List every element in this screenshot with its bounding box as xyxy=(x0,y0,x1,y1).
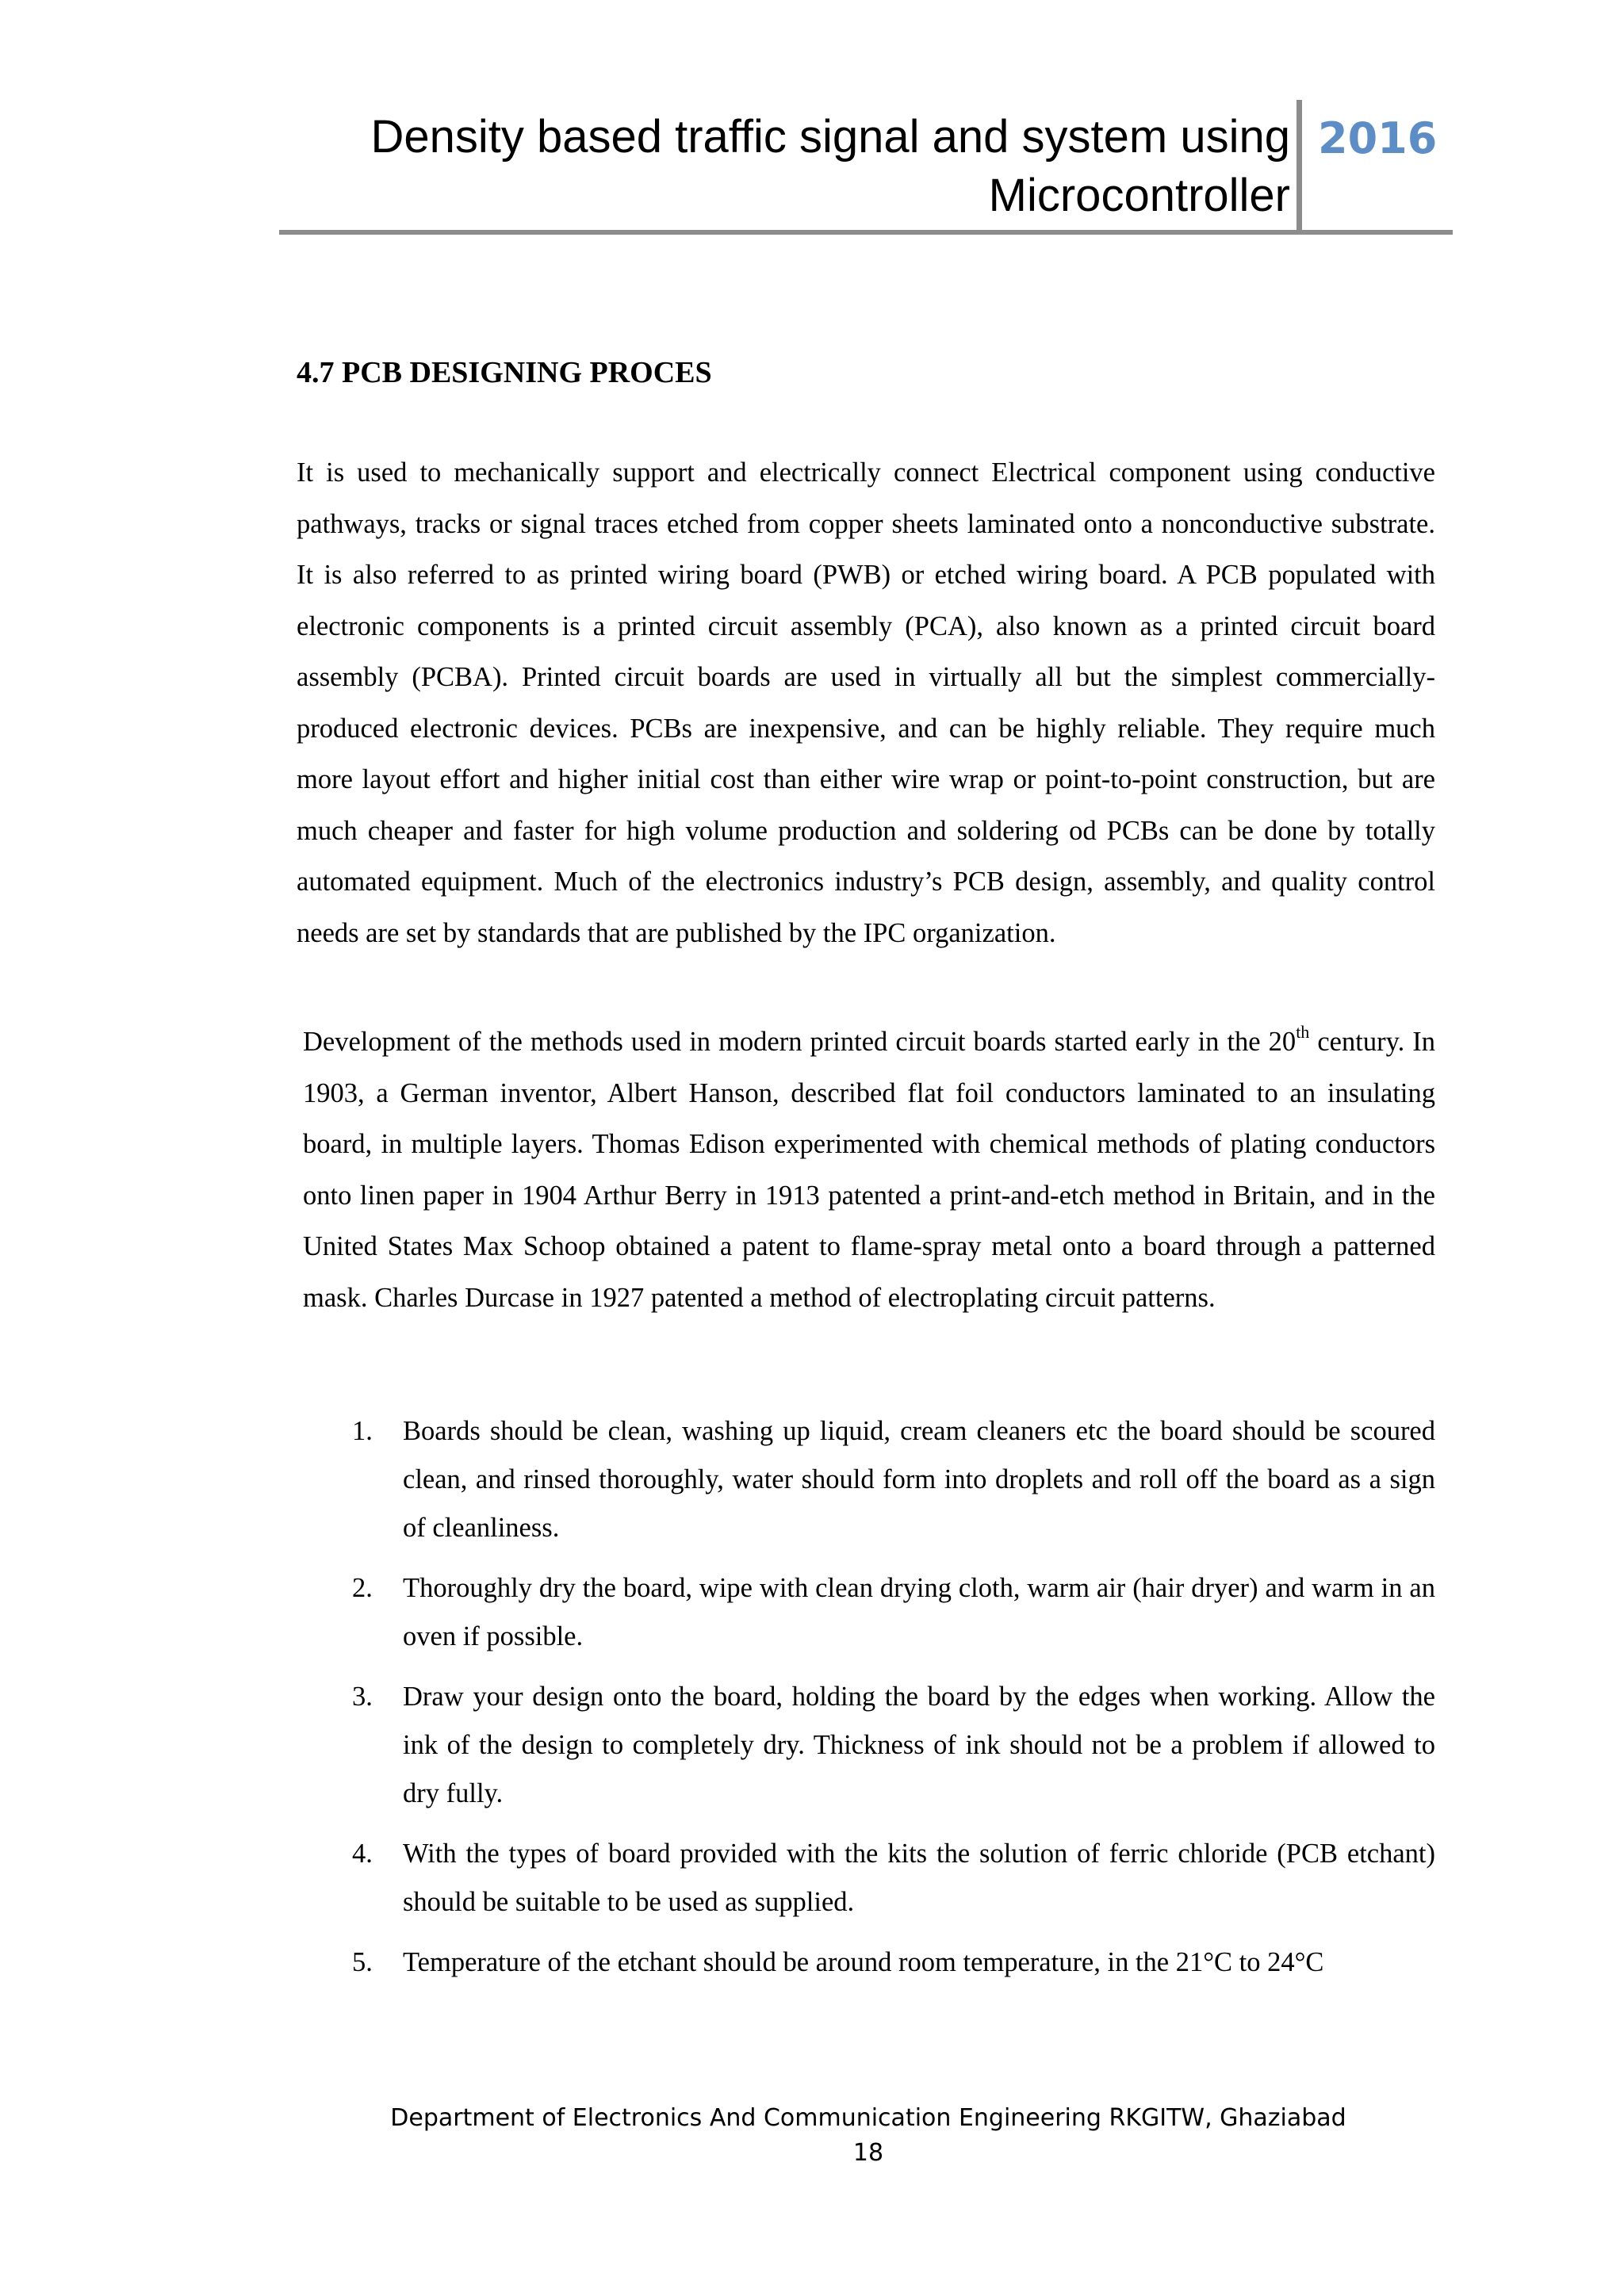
document-year: 2016 xyxy=(1318,113,1438,163)
procedure-steps-list xyxy=(297,1407,1435,1987)
step-number: 2. xyxy=(352,1573,373,1603)
document-title: Density based traffic signal and system using Microcontroller xyxy=(370,111,1290,221)
paragraph-history-start: Development of the methods used in modern printed circuit boards started early in the 20 xyxy=(303,1027,1297,1057)
paragraph-pcb-history xyxy=(297,1016,1435,1323)
page-footer xyxy=(0,2101,1624,2171)
step-text: Thoroughly dry the board, wipe with clean drying cloth, warm air (hair dryer) and warm in an oven if possible. xyxy=(403,1573,1435,1651)
page-number: 18 xyxy=(852,2139,884,2167)
header-horizontal-rule xyxy=(279,230,1453,235)
step-text: Boards should be clean, washing up liquid, cream cleaners etc the board should be scoured clean, and rinsed thoroughly, water should form into droplets and roll off the board as a sign of cleanliness. xyxy=(403,1416,1435,1543)
page-header xyxy=(279,100,1453,235)
ordinal-superscript: th xyxy=(1296,1022,1310,1042)
footer-department: Department of Electronics And Communication Engineering RKGITW, Ghaziabad xyxy=(390,2104,1346,2132)
paragraph-pcb-definition: It is used to mechanically support and electrically connect Electrical component using conductive pathways, tracks or signal traces etched from copper sheets laminated onto a nonconductive substrate. It is also referred to as printed wiring board (PWB) or etched wiring board. A PCB populated with electronic components is a printed circuit assembly (PCA), also known as a printed circuit board assembly (PCBA). Printed circuit boards are used in virtually all but the simplest commercially-produced electronic devices. PCBs are inexpensive, and can be highly reliable. They require much more layout effort and higher initial cost than either wire wrap or point-to-point construction, but are much cheaper and faster for high volume production and soldering od PCBs can be done by totally automated equipment. Much of the electronics industry’s PCB design, assembly, and quality control needs are set by standards that are published by the IPC organization. xyxy=(297,457,1435,948)
step-number: 3. xyxy=(352,1682,373,1712)
list-item xyxy=(297,1673,1435,1818)
step-number: 5. xyxy=(352,1947,373,1977)
step-number: 1. xyxy=(352,1416,373,1446)
list-item xyxy=(297,1564,1435,1661)
section-heading: 4.7 PCB DESIGNING PROCES xyxy=(297,356,712,389)
list-item xyxy=(297,1830,1435,1927)
page-content xyxy=(297,349,1435,1999)
step-number: 4. xyxy=(352,1839,373,1869)
header-vertical-divider xyxy=(1297,100,1302,235)
list-item xyxy=(297,1938,1435,1987)
step-text: Temperature of the etchant should be around room temperature, in the 21°C to 24°C xyxy=(403,1947,1324,1977)
list-item xyxy=(297,1407,1435,1552)
paragraph-history-rest: century. In 1903, a German inventor, Albert Hanson, described flat foil conductors laminated to an insulating board, in multiple layers. Thomas Edison experimented with chemical methods of plating conductors onto linen paper in 1904 Arthur Berry in 1913 patented a print-and-etch method in Britain, and in the United States Max Schoop obtained a patent to flame-spray metal onto a board through a patterned mask. Charles Durcase in 1927 patented a method of electroplating circuit patterns. xyxy=(303,1027,1436,1313)
step-text: Draw your design onto the board, holding the board by the edges when working. Allow the ink of the design to completely dry. Thickness of ink should not be a problem if allowed to dry fully. xyxy=(403,1682,1435,1808)
step-text: With the types of board provided with the kits the solution of ferric chloride (PCB etchant) should be suitable to be used as supplied. xyxy=(403,1839,1435,1917)
